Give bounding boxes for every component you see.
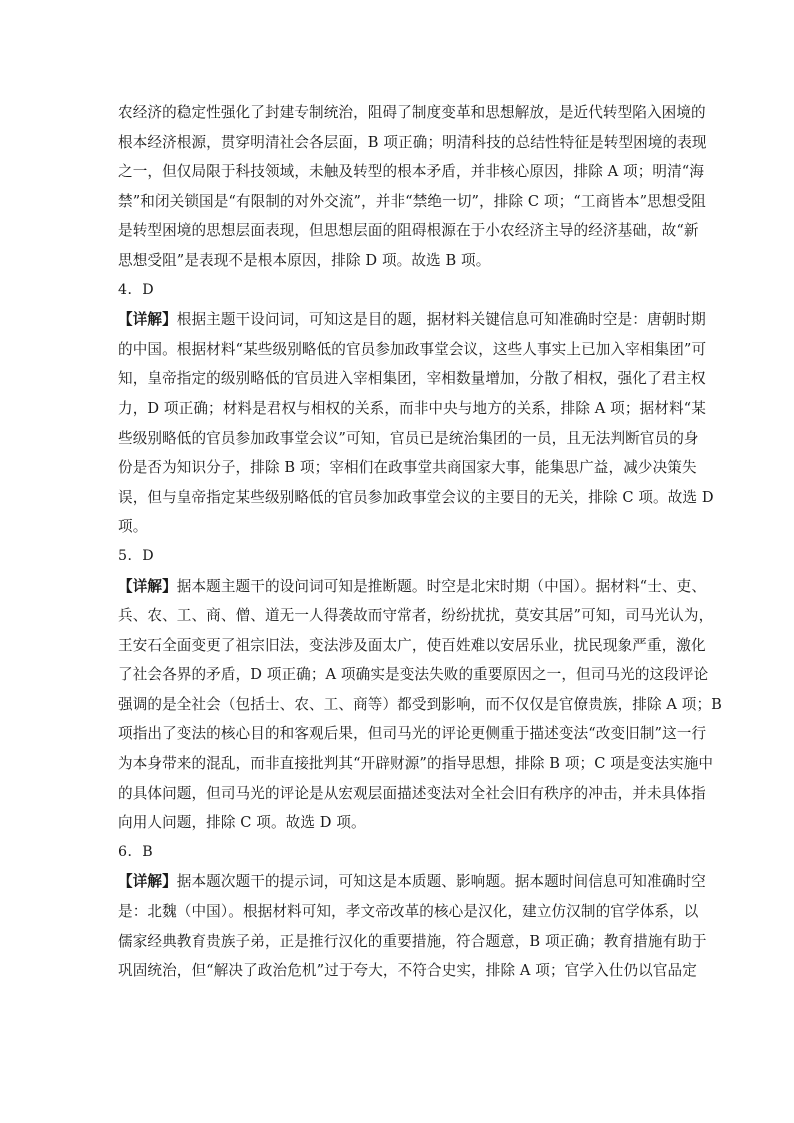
text-line: 根本经济根源，贯穿明清社会各层面，B 项正确；明清科技的总结性特征是转型困境的表现: [118, 133, 707, 151]
text-line: 禁”和闭关锁国是“有限制的对外交流”，并非“禁绝一切”，排除 C 项；“工商皆本”思想受阻: [118, 192, 706, 210]
text-line: 向用人问题，排除 C 项。故选 D 项。: [118, 814, 366, 832]
text-line: 是：北魏（中国）。根据材料可知，孝文帝改革的核心是汉化，建立仿汉制的官学体系，以: [118, 903, 699, 921]
explanation-first-line: [118, 572, 707, 602]
explanation-tag: 【详解】: [118, 873, 177, 891]
question-4: [118, 276, 714, 542]
explanation-first-line: [118, 867, 706, 897]
text-line: 思想受阻”是表现不是根本原因，排除 D 项。故选 B 项。: [118, 251, 491, 269]
section-3-continuation: [118, 98, 707, 276]
text-line: 为本身带来的混乱，而非直接批判其“开辟财源”的指导思想，排除 B 项；C 项是变法实施中: [118, 755, 714, 773]
text-line: 误，但与皇帝指定某些级别略低的官员参加政事堂会议的主要目的无关，排除 C 项。故选 D: [118, 488, 714, 506]
text-line: 儒家经典教育贵族子弟，正是推行汉化的重要措施，符合题意，B 项正确；教育措施有助于: [118, 932, 707, 950]
explanation-tag: 【详解】: [118, 577, 177, 595]
text-line: 农经济的稳定性强化了封建专制统治，阻碍了制度变革和思想解放，是近代转型陷入困境的: [118, 104, 706, 121]
text-line: 王安石全面变更了祖宗旧法，变法涉及面太广，使百姓难以安居乐业，扰民现象严重，激化: [118, 636, 706, 654]
text-line: 根据主题干设问词，可知这是目的题，据材料关键信息可知准确时空是：唐朝时期: [176, 311, 706, 329]
text-line: 的具体问题，但司马光的评论是从宏观层面描述变法对全社会旧有秩序的冲击，并未具体指: [118, 784, 706, 802]
text-line: 的中国。根据材料“某些级别略低的官员参加政事堂会议，这些人事实上已加入宰相集团”可: [118, 340, 707, 358]
answer-label: 6．B: [118, 843, 154, 860]
text-line: 了社会各界的矛盾，D 项正确；A 项确实是变法失败的重要原因之一，但司马光的这段评论: [118, 666, 709, 684]
answer-label: 5．D: [118, 547, 155, 564]
question-5: [118, 542, 723, 838]
text-line: 强调的是全社会（包括士、农、工、商等）都受到影响，而不仅仅是官僚贵族，排除 A 项；B: [118, 695, 723, 713]
text-line: 兵、农、工、商、僧、道无一人得袭故而守常者，纷纷扰扰，莫安其居”可知，司马光认为，: [118, 607, 714, 625]
text-line: 力，D 项正确；材料是君权与相权的关系，而非中央与地方的关系，排除 A 项；据材料“某: [118, 399, 706, 417]
text-line: 据本题次题干的提示词，可知这是本质题、影响题。据本题时间信息可知准确时空: [176, 873, 706, 891]
text-line: 是转型困境的思想层面表现，但思想层面的阻碍根源在于小农经济主导的经济基础，故“新: [118, 222, 699, 240]
explanation-tag: 【详解】: [118, 311, 177, 329]
text-line: 项。: [118, 518, 148, 536]
answer-label: 4．D: [118, 281, 155, 298]
text-line: 份是否为知识分子，排除 B 项；宰相们在政事堂共商国家大事，能集思广益，减少决策失: [118, 459, 697, 477]
text-line: 知，皇帝指定的级别略低的官员进入宰相集团，宰相数量增加，分散了相权，强化了君主权: [118, 370, 706, 388]
text-line: 巩固统治，但“解决了政治危机”过于夸大，不符合史实，排除 A 项；官学入仕仍以官品定: [118, 962, 697, 980]
text-line: 之一，但仅局限于科技领域，未触及转型的根本矛盾，并非核心原因，排除 A 项；明清“海: [118, 163, 705, 181]
text-line: 些级别略低的官员参加政事堂会议”可知，官员已是统治集团的一员，且无法判断官员的身: [118, 429, 699, 447]
text-line: 项指出了变法的核心目的和客观后果，但司马光的评论更侧重于描述变法“改变旧制”这一行: [118, 725, 707, 743]
text-line: 据本题主题干的设问词可知是推断题。时空是北宋时期（中国）。据材料“士、吏、: [176, 577, 707, 595]
explanation-first-line: [118, 305, 706, 335]
question-6: [118, 838, 707, 986]
